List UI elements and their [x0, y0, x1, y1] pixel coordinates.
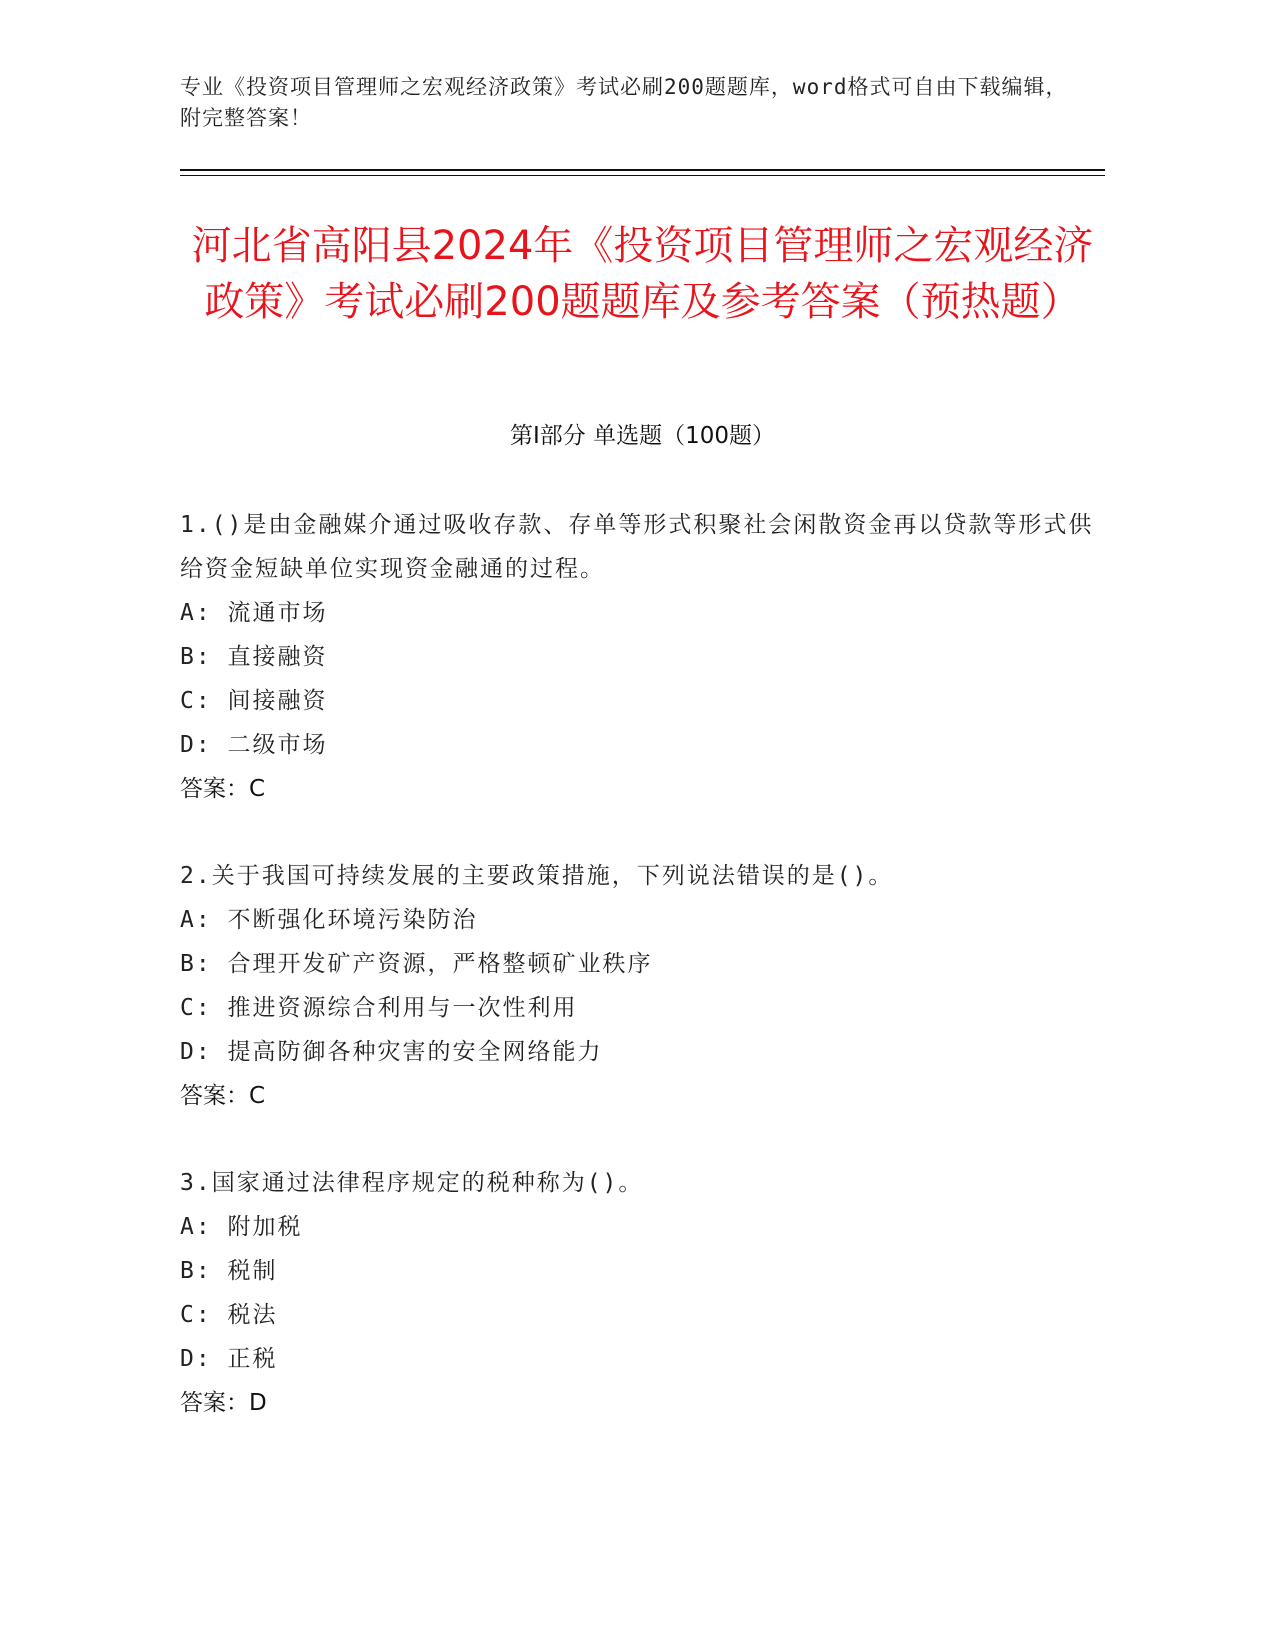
option-a: A: 流通市场: [180, 600, 328, 626]
option-c: C: 间接融资: [180, 688, 328, 714]
answer-line: 答案：D: [180, 1390, 267, 1416]
question-3: [180, 1161, 1105, 1425]
answer-line: 答案：C: [180, 1083, 266, 1109]
option-a: A: 附加税: [180, 1214, 303, 1240]
option-b: B: 合理开发矿产资源，严格整顿矿业秩序: [180, 951, 653, 977]
option-b: B: 直接融资: [180, 644, 328, 670]
option-a: A: 不断强化环境污染防治: [180, 907, 478, 933]
header-note: 专业《投资项目管理师之宏观经济政策》考试必刷200题题库，word格式可自由下载编辑，附完整答案！: [180, 75, 1068, 130]
question-list: [180, 503, 1105, 1468]
option-d: D: 二级市场: [180, 732, 328, 758]
option-d: D: 提高防御各种灾害的安全网络能力: [180, 1039, 603, 1065]
header-divider-thick: [180, 169, 1105, 171]
question-stem: 3.国家通过法律程序规定的税种称为()。: [180, 1170, 644, 1196]
question-stem: 2.关于我国可持续发展的主要政策措施，下列说法错误的是()。: [180, 863, 894, 889]
document-title: 河北省高阳县2024年《投资项目管理师之宏观经济政策》考试必刷200题题库及参考答案（预热题）: [191, 223, 1094, 325]
question-1: [180, 503, 1105, 811]
header-divider-thin: [180, 175, 1105, 176]
option-c: C: 推进资源综合利用与一次性利用: [180, 995, 578, 1021]
question-2: [180, 854, 1105, 1118]
option-b: B: 税制: [180, 1258, 278, 1284]
section-heading: 第Ⅰ部分 单选题（100题）: [510, 423, 775, 449]
option-c: C: 税法: [180, 1302, 278, 1328]
option-d: D: 正税: [180, 1346, 278, 1372]
question-stem: 1.()是由金融媒介通过吸收存款、存单等形式积聚社会闲散资金再以贷款等形式供给资金短缺单位实现资金融通的过程。: [180, 512, 1094, 582]
answer-line: 答案：C: [180, 776, 266, 802]
